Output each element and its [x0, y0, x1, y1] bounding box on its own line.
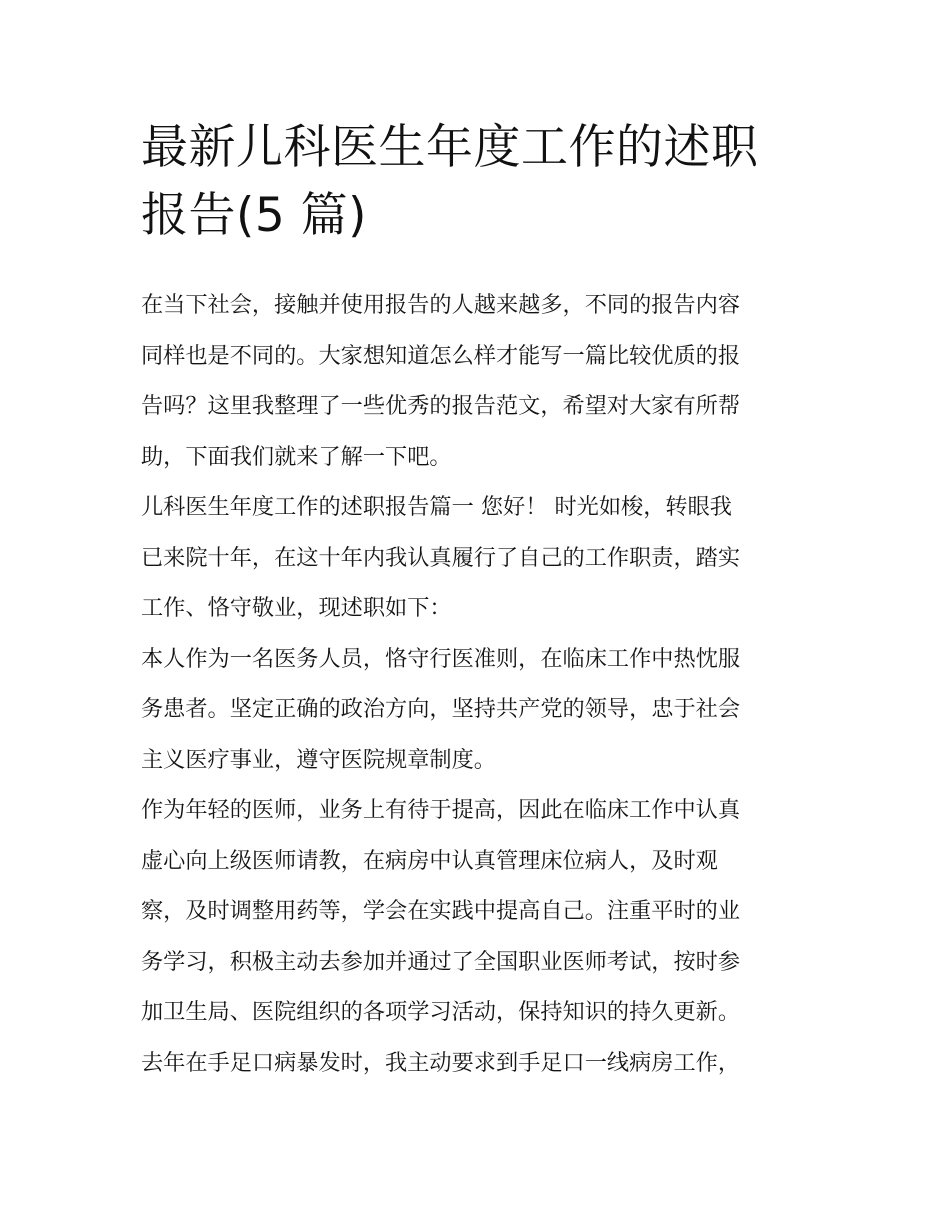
text-line: 已来院十年，在这十年内我认真履行了自己的工作职责，踏实	[141, 544, 741, 571]
text-line: 去年在手足口病暴发时，我主动要求到手足口一线病房工作，	[141, 1049, 741, 1076]
paragraph-intro	[141, 280, 821, 482]
text-line: 在当下社会，接触并使用报告的人越来越多，不同的报告内容	[141, 292, 741, 318]
text-line: 务患者。坚定正确的政治方向，坚持共产党的领导，忠于社会	[141, 696, 741, 722]
paragraph-report-one-opening	[141, 482, 821, 634]
title-line: 最新儿科医生年度工作的述职	[141, 120, 759, 175]
document-title	[141, 114, 821, 250]
text-line: 工作、恪守敬业，现述职如下：	[141, 595, 452, 621]
text-line: 察，及时调整用药等，学会在实践中提高自己。注重平时的业	[141, 898, 741, 924]
text-line: 作为年轻的医师，业务上有待于提高，因此在临床工作中认真	[141, 797, 741, 823]
paragraph-professional-development	[141, 785, 821, 1088]
text-line: 务学习，积极主动去参加并通过了全国职业医师考试，按时参	[141, 948, 741, 975]
text-line: 告吗？这里我整理了一些优秀的报告范文，希望对大家有所帮	[141, 393, 741, 419]
paragraph-conduct	[141, 634, 821, 786]
title-line: 报告(5 篇)	[141, 188, 368, 243]
document-body	[141, 280, 821, 1088]
text-line: 主义医疗事业，遵守医院规章制度。	[141, 746, 496, 773]
text-line: 同样也是不同的。大家想知道怎么样才能写一篇比较优质的报	[141, 342, 741, 369]
text-line: 本人作为一名医务人员，恪守行医准则，在临床工作中热忱服	[141, 645, 741, 672]
text-line: 加卫生局、医院组织的各项学习活动，保持知识的持久更新。	[141, 999, 741, 1025]
text-line: 儿科医生年度工作的述职报告篇一 您好！ 时光如梭，转眼我	[141, 494, 732, 520]
text-line: 助，下面我们就来了解一下吧。	[141, 443, 452, 470]
text-line: 虚心向上级医师请教，在病房中认真管理床位病人，及时观	[141, 847, 718, 874]
